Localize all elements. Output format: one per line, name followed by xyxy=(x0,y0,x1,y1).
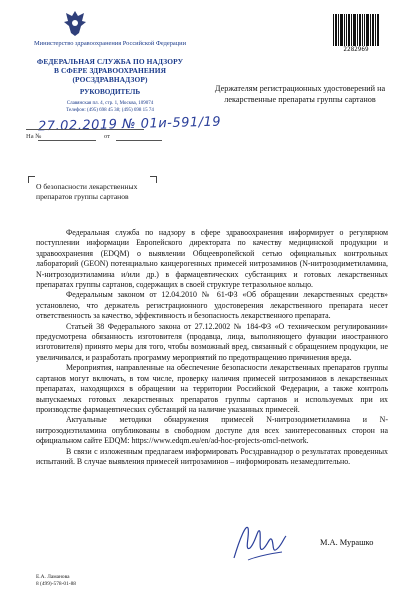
bracket-corner xyxy=(150,176,157,183)
executor-block: Е.А. Ламанова 8 (499)-578-01-88 xyxy=(36,574,76,587)
date-line xyxy=(26,129,144,130)
ot-label: от xyxy=(104,133,111,140)
role-title: РУКОВОДИТЕЛЬ xyxy=(79,88,141,96)
na-line xyxy=(38,140,96,141)
signature-icon xyxy=(228,518,288,566)
letter-body xyxy=(36,228,388,467)
service-name: ФЕДЕРАЛЬНАЯ СЛУЖБА ПО НАДЗОРУ В СФЕРЕ ЗДРАВООХРАНЕНИЯ (РОСЗДРАВНАДЗОР) xyxy=(36,57,184,84)
na-label: На № xyxy=(26,133,42,140)
ministry-name: Министерство здравоохранения Российской Федерации xyxy=(33,40,187,47)
bracket-corner xyxy=(28,176,35,183)
barcode-number: 2282969 xyxy=(343,46,369,53)
subject: О безопасности лекарственных препаратов группы сартанов xyxy=(36,182,138,201)
paragraph: В связи с изложенным предлагаем информировать Росздравнадзор о результатах проведенных испытаний. В случае выявления примесей нитрозаминов – информировать незамедлительно. xyxy=(36,446,388,466)
paragraph: Мероприятия, направленные на обеспечение безопасности лекарственных препаратов группы сартанов могут включать, в том числе, проверку наличия примесей нитрозаминов в лекарственных препаратах, находящихся в обращении на территории Российской Федерации, а также контроль выпускаемых готовых лекарственных препаратов группы сартанов и используемых при их производстве фармацевтических субстанций на наличие указанных примесей. xyxy=(36,363,388,414)
handwritten-reference: 27.02.2019 № 01и-591/19 xyxy=(37,114,222,135)
addressee: Держателям регистрационных удостоверений на лекарственные препараты группы сартанов xyxy=(214,84,386,104)
paragraph: Федеральная служба по надзору в сфере здравоохранения информирует о регулярном поступлении информации Европейского директората по качеству медицинской продукции и здравоохранения (EDQM) о выявлении Общеевропейской сетью официальных контрольных лабораторий (GEON) потенциально канцерогенных примесей нитрозаминов (N-нитрозодиметиламина, N-нитрозодиэтиламина и/или др.) в фармацевтических субстанциях и готовых лекарственных препаратах группы сартанов, содержащих в своей структуре тетразольное кольцо. xyxy=(36,228,388,290)
paragraph: Статьей 38 Федерального закона от 27.12.2002 № 184-ФЗ «О техническом регулировании» предусмотрена обязанность изготовителя (продавца, лица, выполняющего функции иностранного изготовителя) принято меры для того, чтобы возможный вред, связанный с обращением продукции, не увеличивался, и разработать программу мероприятий по предотвращению причинения вреда. xyxy=(36,321,388,362)
signatory-name: М.А. Мурашко xyxy=(320,538,374,547)
paragraph: Федеральным законом от 12.04.2010 № 61-ФЗ «Об обращении лекарственных средств» установлено, что держатель регистрационного удостоверения лекарственного препарата несет ответственность за качество, эффективность и безопасность лекарственного препарата. xyxy=(36,290,388,321)
address-block: Славянская пл. 4, стр. 1, Москва, 109074 Телефон: (495) 698 45 38; (495) 698 15 74 xyxy=(66,101,154,113)
ot-line xyxy=(116,140,162,141)
barcode-icon xyxy=(332,14,380,46)
paragraph: Актуальные методики обнаружения примесей N-нитрозодиметиламина и N-нитрозодиэтиламина опубликованы в свободном доступе для всех заинтересованных сторон на официальном сайте EDQM: https://www.edqm.eu/en/ad-hoc-projects-omcl-network. xyxy=(36,415,388,446)
coat-of-arms-icon xyxy=(62,8,88,38)
